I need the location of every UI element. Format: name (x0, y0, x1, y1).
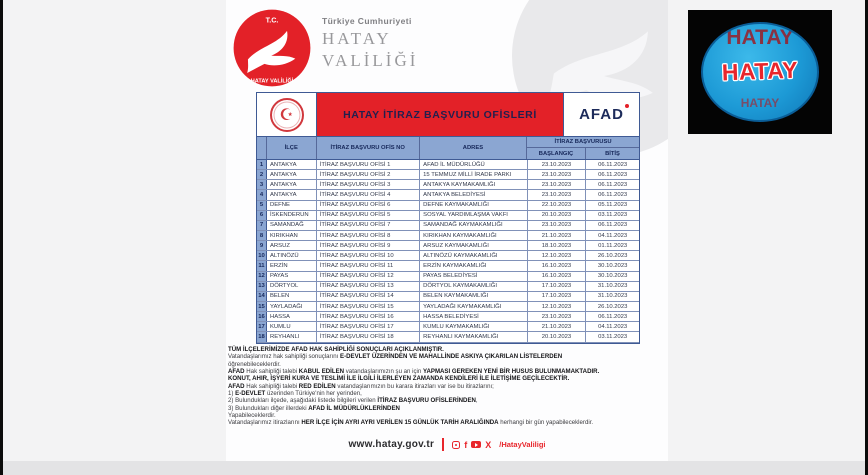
cell-baslangic: 17.10.2023 (528, 292, 587, 301)
cell-ilce: BELEN (267, 292, 317, 301)
cell-ilce: REYHANLI (267, 332, 317, 341)
header-row-number (257, 137, 267, 159)
cell-ofis: İTİRAZ BAŞVURU OFİSİ 10 (317, 251, 420, 260)
cell-ilce: İSKENDERUN (267, 211, 317, 220)
cell-ofis: İTİRAZ BAŞVURU OFİSİ 15 (317, 302, 420, 311)
table-row (257, 190, 639, 200)
cell-adres: ERZİN KAYMAKAMLIĞI (420, 261, 527, 270)
cell-bitis: 01.11.2023 (598, 242, 628, 249)
badge-echo-label-bottom: HATAY (740, 96, 780, 110)
cell-ilce: ARSUZ (267, 241, 317, 250)
cell-ilce: KUMLU (267, 322, 317, 331)
cell-ofis: İTİRAZ BAŞVURU OFİSİ 4 (317, 190, 420, 199)
cell-bitis: 30.10.2023 (597, 273, 628, 280)
cell-ofis: İTİRAZ BAŞVURU OFİSİ 2 (317, 170, 420, 179)
table-row (257, 221, 639, 231)
header-application-dates (527, 137, 639, 159)
table-row (257, 322, 639, 332)
table-row (257, 292, 639, 302)
cell-ilce: ANTAKYA (267, 170, 317, 179)
cell-ilce: ALTINÖZÜ (267, 251, 317, 260)
announcement-text (228, 346, 666, 427)
cell-adres: BELEN KAYMAKAMLIĞI (420, 292, 527, 301)
cell-baslangic: 23.10.2023 (528, 312, 587, 321)
announcement-line: Vatandaşlarımız itirazlarını HER İLÇE İÇİN AYRI AYRI VERİLEN 15 GÜNLÜK TARİH ARALIĞINDA herhangi bir gün yapabileceklerdir. (228, 419, 594, 427)
cell-bitis: 06.11.2023 (598, 181, 628, 188)
cell-ilce: SAMANDAĞ (267, 221, 317, 230)
cell-no: 18 (257, 332, 267, 341)
hatay-channel-logo-icon (701, 22, 819, 122)
cell-no: 3 (257, 180, 267, 189)
cell-adres: KIRIKHAN KAYMAKAMLIĞI (420, 231, 527, 240)
cell-ofis: İTİRAZ BAŞVURU OFİSİ 13 (317, 282, 420, 291)
x-icon[interactable]: X (485, 439, 492, 450)
cell-no: 6 (257, 211, 267, 220)
cell-adres: PAYAS BELEDİYESİ (420, 272, 527, 281)
cell-ilce: HASSA (267, 312, 317, 321)
cell-adres: REYHANLI KAYMAKAMLIĞI (420, 332, 527, 341)
cell-bitis: 26.10.2023 (597, 252, 628, 259)
cell-baslangic: 23.10.2023 (528, 180, 587, 189)
cell-baslangic: 23.10.2023 (528, 170, 587, 179)
cell-bitis: 04.11.2023 (598, 232, 628, 239)
cell-ilce: KIRIKHAN (267, 231, 317, 240)
table-row (257, 261, 639, 271)
afad-logo-cell (563, 93, 639, 136)
cell-adres: ALTINÖZÜ KAYMAKAMLIĞI (420, 251, 527, 260)
cell-baslangic: 21.10.2023 (528, 231, 587, 240)
cell-no: 8 (257, 231, 267, 240)
cell-baslangic: 23.10.2023 (528, 190, 587, 199)
cell-ofis: İTİRAZ BAŞVURU OFİSİ 18 (317, 332, 420, 341)
table-row (257, 170, 639, 180)
table-row (257, 231, 639, 241)
cell-adres: HASSA BELEDİYESİ (420, 312, 527, 321)
announcement-line: TÜM İLÇELERİMİZDE AFAD HAK SAHİPLİĞİ SONUÇLARI AÇIKLANMIŞTIR. (228, 346, 444, 353)
cell-baslangic: 17.10.2023 (528, 282, 587, 291)
footer-divider (442, 438, 444, 451)
cell-ilce: ANTAKYA (267, 190, 317, 199)
table-row (257, 241, 639, 251)
cell-adres: DEFNE KAYMAKAMLIĞI (420, 201, 527, 210)
table-row (257, 211, 639, 221)
cell-ofis: İTİRAZ BAŞVURU OFİSİ 8 (317, 231, 420, 240)
table-row (257, 160, 639, 170)
cell-adres: SOSYAL YARDIMLAŞMA VAKFI (420, 211, 527, 220)
cell-baslangic: 12.10.2023 (528, 251, 587, 260)
header-address: ADRES (420, 137, 527, 159)
cell-bitis: 31.10.2023 (597, 283, 628, 290)
afad-logo: AFAD (579, 106, 624, 123)
table-row (257, 180, 639, 190)
cell-baslangic: 16.10.2023 (528, 261, 587, 270)
left-black-edge (0, 0, 3, 475)
ministry-emblem-cell (257, 93, 317, 136)
header-district: İLÇE (267, 137, 317, 159)
table-row (257, 251, 639, 261)
afad-logo-dot-icon (625, 104, 629, 108)
poster-sheet (226, 0, 668, 461)
header-application-group: İTİRAZ BAŞVURUSU (527, 137, 639, 148)
footer (226, 438, 668, 451)
emblem-ring-text: HATAY VALİLİĞİ (250, 78, 294, 85)
announcement-line: 1) E-DEVLET üzerinden Türkiye'nin her yerinden, (228, 390, 362, 398)
cell-ofis: İTİRAZ BAŞVURU OFİSİ 7 (317, 221, 420, 230)
cell-ilce: DEFNE (267, 201, 317, 210)
cell-baslangic: 22.10.2023 (528, 201, 587, 210)
cell-ofis: İTİRAZ BAŞVURU OFİSİ 17 (317, 322, 420, 331)
cell-ilce: DÖRTYOL (267, 282, 317, 291)
social-handle[interactable]: /HatayValiligi (499, 440, 546, 449)
cell-ilce: ERZİN (267, 261, 317, 270)
table-title: HATAY İTİRAZ BAŞVURU OFİSLERİ (343, 108, 537, 121)
cell-bitis: 04.11.2023 (598, 323, 628, 330)
cell-no: 7 (257, 221, 267, 230)
announcement-line: 3) Bulundukları diğer illerdeki AFAD İL MÜDÜRLÜKLERİNDEN (228, 404, 400, 412)
table-row (257, 282, 639, 292)
masthead-title-bottom: VALİLİĞİ (322, 51, 419, 70)
cell-bitis: 06.11.2023 (598, 191, 628, 198)
cell-ofis: İTİRAZ BAŞVURU OFİSİ 3 (317, 180, 420, 189)
announcement-line: 2) Bulundukları ilçede, aşağıdaki listede bilgileri verilen İTİRAZ BAŞVURU OFİSLERİNDEN, (228, 397, 478, 405)
cell-no: 13 (257, 282, 267, 291)
cell-baslangic: 23.10.2023 (528, 221, 587, 230)
cell-bitis: 26.10.2023 (597, 303, 628, 310)
header-start-date: BAŞLANGIÇ (527, 148, 586, 159)
cell-no: 1 (257, 160, 267, 169)
agency-name: Türkiye Cumhuriyeti (322, 16, 412, 26)
facebook-icon[interactable]: f (464, 439, 468, 450)
table-row (257, 302, 639, 312)
cell-no: 14 (257, 292, 267, 301)
cell-ofis: İTİRAZ BAŞVURU OFİSİ 14 (317, 292, 420, 301)
cell-no: 4 (257, 190, 267, 199)
cell-adres: SAMANDAĞ KAYMAKAMLIĞI (420, 221, 527, 230)
announcement-line: öğrenebileceklerdir. (228, 360, 281, 368)
channel-badge (688, 10, 832, 134)
instagram-icon[interactable] (452, 441, 460, 449)
cell-ofis: İTİRAZ BAŞVURU OFİSİ 1 (317, 160, 420, 169)
badge-echo-label: HATAY (726, 26, 794, 49)
cell-no: 5 (257, 201, 267, 210)
masthead (322, 16, 418, 70)
table-row (257, 312, 639, 322)
cell-no: 11 (257, 261, 267, 270)
header-end-date: BİTİŞ (605, 150, 620, 157)
cell-adres: 15 TEMMUZ MİLLİ İRADE PARKI (420, 170, 527, 179)
cell-baslangic: 23.10.2023 (528, 160, 587, 169)
cell-bitis: 03.11.2023 (598, 212, 628, 219)
cell-bitis: 06.11.2023 (598, 171, 628, 178)
cell-adres: KUMLU KAYMAKAMLIĞI (420, 322, 527, 331)
table-row (257, 332, 639, 342)
interior-ministry-emblem-icon: ☪ (270, 98, 304, 132)
cell-adres: YAYLADAĞI KAYMAKAMLIĞI (420, 302, 527, 311)
cell-adres: ANTAKYA KAYMAKAMLIĞI (420, 180, 527, 189)
cell-bitis: 31.10.2023 (597, 293, 628, 300)
cell-baslangic: 20.10.2023 (528, 211, 587, 220)
cell-adres: ANTAKYA BELEDİYESİ (420, 190, 527, 199)
announcement-line: AFAD Hak sahipliği talebi RED EDİLEN vatandaşlarımızın bu karara itirazları var ise bu itirazlarını; (228, 382, 494, 390)
cell-ofis: İTİRAZ BAŞVURU OFİSİ 12 (317, 272, 420, 281)
table-row (257, 272, 639, 282)
cell-ilce: ANTAKYA (267, 180, 317, 189)
cell-bitis: 06.11.2023 (598, 222, 628, 229)
cell-ilce: YAYLADAĞI (267, 302, 317, 311)
cell-bitis: 30.10.2023 (597, 262, 628, 269)
table-header-row (257, 137, 639, 160)
cell-ofis: İTİRAZ BAŞVURU OFİSİ 16 (317, 312, 420, 321)
cell-no: 15 (257, 302, 267, 311)
announcement-line: KONUT, AHIR, İŞYERİ KURA VE TESLİMİ İLE İLGİLİ İLERLEYEN ZAMANDA KENDİLERİ İLE İLETİŞİME GEÇİLECEKTİR. (228, 375, 570, 383)
cell-no: 16 (257, 312, 267, 321)
cell-bitis: 06.11.2023 (598, 161, 628, 168)
youtube-icon[interactable] (471, 441, 481, 449)
table-body (257, 160, 639, 343)
website-link[interactable]: www.hatay.gov.tr (348, 439, 435, 450)
appeal-offices-table (256, 92, 640, 344)
table-title-band (257, 93, 639, 137)
announcement-line: Vatandaşlarımız hak sahipliği sonuçlarını E-DEVLET ÜZERİNDEN VE MAHALLİNDE ASKIYA ÇIKARILAN LİSTELERDEN (228, 353, 563, 361)
masthead-title-top: HATAY (322, 29, 392, 48)
cell-baslangic: 20.10.2023 (528, 332, 587, 341)
announcement-line: AFAD Hak sahipliği talebi KABUL EDİLEN vatandaşlarımızın şu an için YAPMASI GEREKEN YENİ BİR HUSUS BULUNMAMAKTADIR. (228, 368, 600, 376)
cell-baslangic: 21.10.2023 (528, 322, 587, 331)
cell-baslangic: 12.10.2023 (528, 302, 587, 311)
cell-ofis: İTİRAZ BAŞVURU OFİSİ 6 (317, 201, 420, 210)
cell-ofis: İTİRAZ BAŞVURU OFİSİ 11 (317, 261, 420, 270)
emblem-tc-text: T.C. (265, 15, 279, 25)
cell-bitis: 03.11.2023 (598, 333, 628, 340)
cell-adres: AFAD İL MÜDÜRLÜĞÜ (420, 160, 527, 169)
cell-bitis: 05.11.2023 (598, 202, 628, 209)
cell-ilce: PAYAS (267, 272, 317, 281)
social-icons (452, 440, 491, 450)
cell-no: 17 (257, 322, 267, 331)
cell-ofis: İTİRAZ BAŞVURU OFİSİ 9 (317, 241, 420, 250)
badge-label: HATAY (721, 56, 799, 86)
cell-ofis: İTİRAZ BAŞVURU OFİSİ 5 (317, 211, 420, 220)
table-title-banner (317, 93, 563, 136)
cell-no: 10 (257, 251, 267, 260)
hatay-valiligi-emblem-icon (232, 8, 312, 88)
cell-adres: DÖRTYOL KAYMAKAMLIĞI (420, 282, 527, 291)
announcement-line: Yapabileceklerdir. (228, 412, 276, 420)
bottom-gray-band (0, 461, 868, 475)
cell-no: 2 (257, 170, 267, 179)
cell-no: 9 (257, 241, 267, 250)
cell-baslangic: 18.10.2023 (528, 241, 587, 250)
cell-baslangic: 16.10.2023 (528, 272, 587, 281)
table-row (257, 201, 639, 211)
cell-no: 12 (257, 272, 267, 281)
cell-ilce: ANTAKYA (267, 160, 317, 169)
cell-bitis: 06.11.2023 (598, 313, 628, 320)
header-office-no: İTİRAZ BAŞVURU OFİS NO (317, 137, 420, 159)
cell-adres: ARSUZ KAYMAKAMLIĞI (420, 241, 527, 250)
